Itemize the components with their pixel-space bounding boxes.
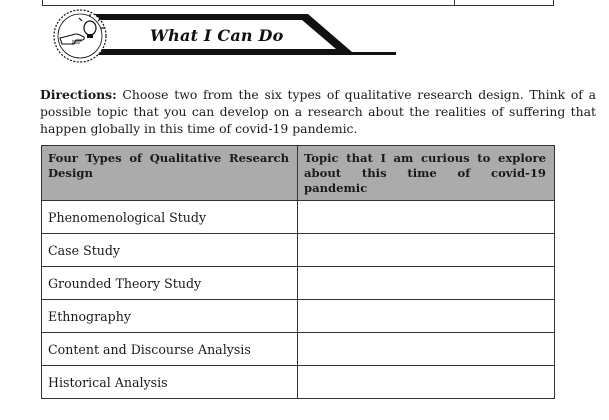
topic-answer-cell[interactable]	[298, 267, 555, 300]
table-row	[42, 300, 555, 333]
table-row	[42, 201, 555, 234]
directions-paragraph	[40, 86, 596, 137]
design-type-cell: Grounded Theory Study	[42, 267, 298, 300]
header-research-design: Four Types of Qualitative Research Design	[42, 146, 298, 201]
design-type-cell: Content and Discourse Analysis	[42, 333, 298, 366]
table-row	[42, 234, 555, 267]
design-type-cell: Historical Analysis	[42, 366, 298, 399]
topic-answer-cell[interactable]	[298, 201, 555, 234]
directions-label: Directions:	[40, 87, 117, 102]
topic-answer-cell[interactable]	[298, 366, 555, 399]
design-type-cell: Phenomenological Study	[42, 201, 298, 234]
header-topic: Topic that I am curious to explore about this time of covid-19 pandemic	[298, 146, 555, 201]
directions-text: Choose two from the six types of qualitative research design. Think of a possible topic that you can develop on a research about the realities of suffering that happen globally in this time of covid-19 pandemic.	[40, 87, 596, 136]
previous-table-edge	[42, 0, 554, 6]
hand-holding-lightbulb-icon	[54, 10, 106, 62]
section-title: What I Can Do	[150, 26, 284, 45]
table-row	[42, 267, 555, 300]
topic-answer-cell[interactable]	[298, 234, 555, 267]
research-design-table	[41, 145, 555, 399]
design-type-cell: Case Study	[42, 234, 298, 267]
table-row	[42, 333, 555, 366]
previous-table-divider	[454, 0, 455, 6]
section-banner	[46, 8, 396, 66]
table-header-row	[42, 146, 555, 201]
topic-answer-cell[interactable]	[298, 300, 555, 333]
topic-answer-cell[interactable]	[298, 333, 555, 366]
table-row	[42, 366, 555, 399]
design-type-cell: Ethnography	[42, 300, 298, 333]
